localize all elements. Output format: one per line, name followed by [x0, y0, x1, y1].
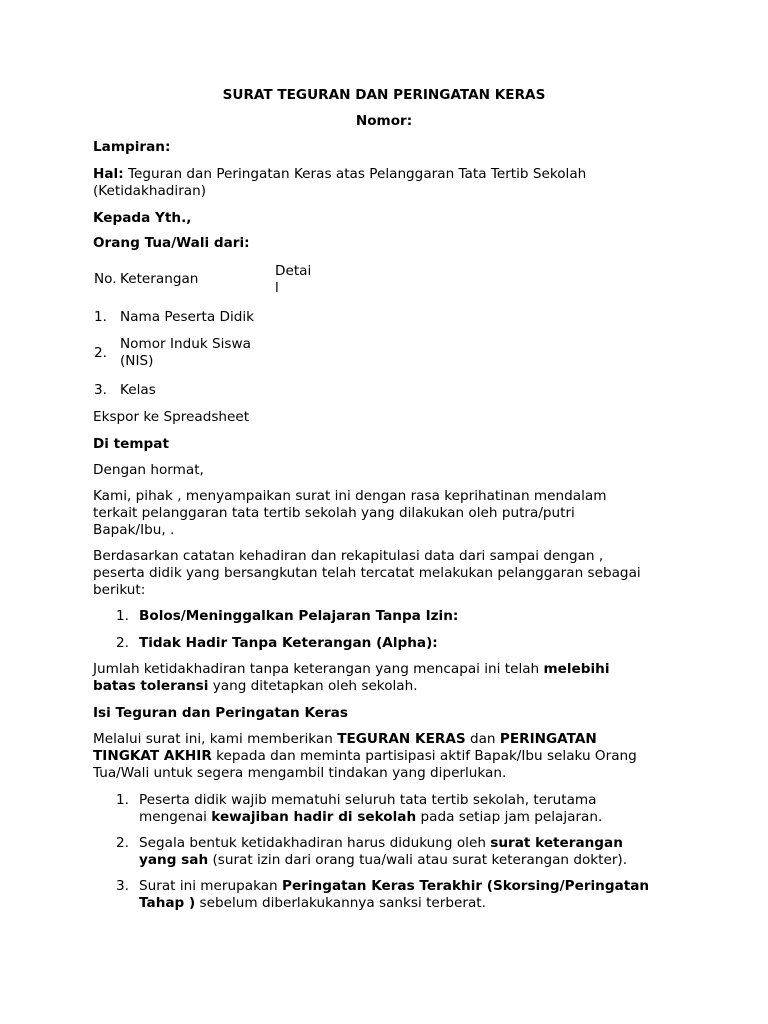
list-item: Bolos/Meninggalkan Pelajaran Tanpa Izin:: [139, 608, 459, 624]
paragraph-tolerance: Jumlah ketidakhadiran tanpa keterangan yang mencapai ini telah melebihi batas toleransi yang ditetapkan oleh sekolah.: [93, 661, 610, 694]
document-title: SURAT TEGURAN DAN PERINGATAN KERAS: [222, 87, 546, 103]
table-row-1-keterangan: Nama Peserta Didik: [120, 309, 255, 325]
lampiran-label: Lampiran:: [93, 139, 171, 155]
list-item-number: 1.: [116, 608, 129, 624]
list-item: Peserta didik wajib mematuhi seluruh tata tertib sekolah, terutama mengenai kewajiban hadir di sekolah pada setiap jam pelajaran.: [139, 792, 603, 825]
di-tempat-label: Di tempat: [93, 436, 169, 452]
table-header-keterangan: Keterangan: [120, 271, 199, 287]
kepada-label: Kepada Yth.,: [93, 210, 192, 226]
hal-line: [93, 166, 683, 200]
paragraph-warning: Melalui surat ini, kami memberikan TEGURAN KERAS dan PERINGATAN TINGKAT AKHIR kepada dan meminta partisipasi aktif Bapak/Ibu selaku Orang Tua/Wali untuk segera mengambil tindakan yang diperlukan.: [93, 731, 637, 781]
table-header-detail: Detai l: [275, 263, 312, 296]
section-heading: Isi Teguran dan Peringatan Keras: [93, 705, 348, 721]
paragraph-intro: Kami, pihak , menyampaikan surat ini dengan rasa keprihatinan mendalam terkait pelanggaran tata tertib sekolah yang dilakukan oleh putra/putri Bapak/Ibu, .: [93, 488, 607, 538]
salam-text: Dengan hormat,: [93, 462, 204, 478]
table-row-1-no: 1.: [94, 309, 107, 325]
list-item: Segala bentuk ketidakhadiran harus didukung oleh surat keterangan yang sah (surat izin dari orang tua/wali atau surat keterangan dokter).: [139, 835, 628, 868]
list-item-number: 1.: [116, 792, 129, 808]
nomor-label: Nomor:: [355, 113, 413, 129]
table-row-3-keterangan: Kelas: [120, 382, 156, 398]
table-row-3-no: 3.: [94, 382, 107, 398]
table-row-2-keterangan: Nomor Induk Siswa (NIS): [120, 336, 251, 369]
list-item-number: 3.: [116, 878, 129, 894]
list-item: Tidak Hadir Tanpa Keterangan (Alpha):: [139, 635, 438, 651]
hal-text: Teguran dan Peringatan Keras atas Pelanggaran Tata Tertib Sekolah (Ketidakhadiran): [93, 166, 587, 199]
list-item-number: 2.: [116, 635, 129, 651]
hal-label: Hal:: [93, 166, 124, 182]
paragraph-records: Berdasarkan catatan kehadiran dan rekapitulasi data dari sampai dengan , peserta didik yang bersangkutan telah tercatat melakukan pelanggaran sebagai berikut:: [93, 548, 641, 598]
list-item: Surat ini merupakan Peringatan Keras Terakhir (Skorsing/Peringatan Tahap ) sebelum diberlakukannya sanksi terberat.: [139, 878, 650, 911]
orang-tua-label: Orang Tua/Wali dari:: [93, 235, 250, 251]
list-item-number: 2.: [116, 835, 129, 851]
export-spreadsheet-link[interactable]: Ekspor ke Spreadsheet: [93, 409, 250, 425]
table-header-no: No.: [94, 271, 117, 287]
table-row-2-no: 2.: [94, 345, 107, 361]
